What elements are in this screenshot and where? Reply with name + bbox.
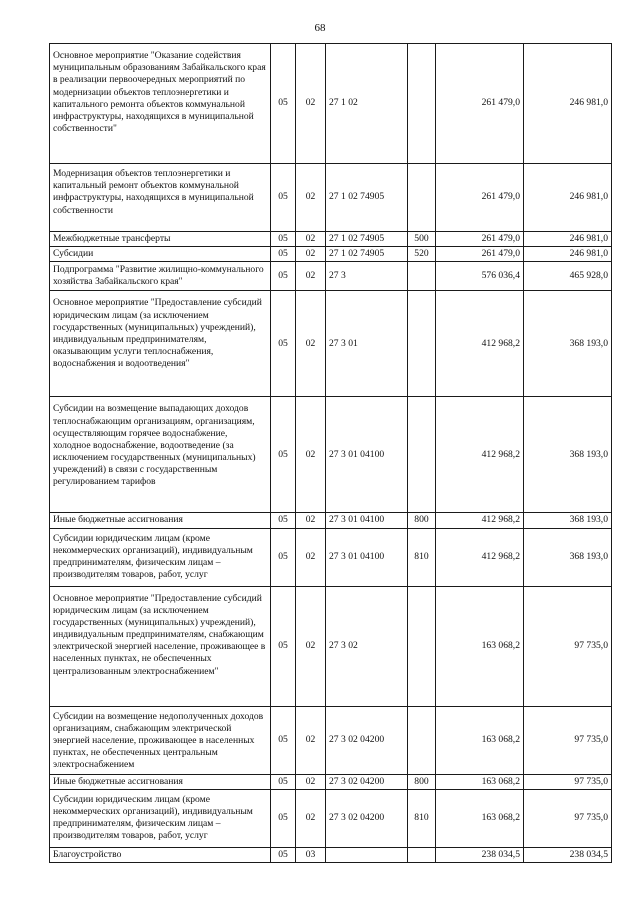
- row-section-code: 05: [271, 528, 296, 586]
- row-name: Субсидии юридическим лицам (кроме некоммерческих организаций), индивидуальным предпринимателям, физическим лицам – производителям товаров, работ, услуг: [50, 789, 271, 847]
- table-row: [50, 262, 612, 291]
- row-expense-type: 500: [408, 232, 436, 247]
- table-row: [50, 513, 612, 528]
- row-amount-2: 246 981,0: [524, 232, 612, 247]
- row-name: Иные бюджетные ассигнования: [50, 513, 271, 528]
- row-amount-1: 261 479,0: [436, 164, 524, 232]
- row-target-article: 27 1 02: [326, 44, 408, 164]
- row-name: Основное мероприятие "Предоставление субсидий юридическим лицам (за исключением государственных (муниципальных) учреждений), индивидуальным предпринимателям, оказывающим услуги теплоснабжения, водоснабжения и водоотведения": [50, 291, 271, 397]
- row-amount-2: 238 034,5: [524, 847, 612, 862]
- row-amount-2: 97 735,0: [524, 586, 612, 706]
- row-subsection-code: 02: [296, 232, 326, 247]
- row-name: Субсидии юридическим лицам (кроме некоммерческих организаций), индивидуальным предпринимателям, физическим лицам – производителям товаров, работ, услуг: [50, 528, 271, 586]
- row-target-article: [326, 847, 408, 862]
- row-expense-type: [408, 706, 436, 774]
- row-expense-type: 810: [408, 528, 436, 586]
- table-row: [50, 528, 612, 586]
- row-name: Подпрограмма "Развитие жилищно-коммунального хозяйства Забайкальского края": [50, 262, 271, 291]
- row-subsection-code: 03: [296, 847, 326, 862]
- table-row: [50, 247, 612, 262]
- row-subsection-code: 02: [296, 164, 326, 232]
- row-amount-1: 163 068,2: [436, 706, 524, 774]
- row-expense-type: [408, 847, 436, 862]
- row-expense-type: [408, 164, 436, 232]
- table-row: [50, 789, 612, 847]
- row-name: Благоустройство: [50, 847, 271, 862]
- row-section-code: 05: [271, 397, 296, 513]
- row-amount-1: 412 968,2: [436, 528, 524, 586]
- row-name: Основное мероприятие "Оказание содействия муниципальным образованиям Забайкальского края в реализации первоочередных мероприятий по модернизации объектов теплоэнергетики и капитального ремонта объектов коммунальной инфраструктуры, находящихся в муниципальной собственности": [50, 44, 271, 164]
- row-name: Субсидии: [50, 247, 271, 262]
- row-amount-1: 261 479,0: [436, 247, 524, 262]
- row-name: Субсидии на возмещение недополученных доходов организациям, снабжающим электрической энергией население, проживающее в населенных пунктах, не обеспеченных центральным электроснабжением: [50, 706, 271, 774]
- row-subsection-code: 02: [296, 397, 326, 513]
- row-target-article: 27 1 02 74905: [326, 247, 408, 262]
- row-section-code: 05: [271, 586, 296, 706]
- row-subsection-code: 02: [296, 513, 326, 528]
- row-name: Межбюджетные трансферты: [50, 232, 271, 247]
- row-target-article: 27 1 02 74905: [326, 232, 408, 247]
- row-amount-1: 576 036,4: [436, 262, 524, 291]
- table-row: [50, 44, 612, 164]
- row-section-code: 05: [271, 789, 296, 847]
- row-target-article: 27 3 01 04100: [326, 397, 408, 513]
- row-subsection-code: 02: [296, 44, 326, 164]
- row-amount-1: 238 034,5: [436, 847, 524, 862]
- row-section-code: 05: [271, 513, 296, 528]
- table-row: [50, 774, 612, 789]
- table-row: [50, 291, 612, 397]
- row-subsection-code: 02: [296, 586, 326, 706]
- row-amount-1: 163 068,2: [436, 789, 524, 847]
- row-target-article: 27 3 01 04100: [326, 513, 408, 528]
- row-amount-1: 261 479,0: [436, 44, 524, 164]
- page-number: 68: [314, 22, 326, 34]
- row-expense-type: 800: [408, 513, 436, 528]
- row-amount-2: 368 193,0: [524, 291, 612, 397]
- row-expense-type: 800: [408, 774, 436, 789]
- row-target-article: 27 3 02 04200: [326, 774, 408, 789]
- row-section-code: 05: [271, 847, 296, 862]
- row-expense-type: [408, 397, 436, 513]
- table-row: [50, 232, 612, 247]
- row-name: Основное мероприятие "Предоставление субсидий юридическим лицам (за исключением государственных (муниципальных) учреждений), индивидуальным предпринимателям, снабжающим электрической энергией население, проживающее в населенных пунктах, не обеспеченных централизованным электроснабжением": [50, 586, 271, 706]
- row-subsection-code: 02: [296, 247, 326, 262]
- row-target-article: 27 3 02 04200: [326, 789, 408, 847]
- row-amount-2: 368 193,0: [524, 397, 612, 513]
- row-section-code: 05: [271, 706, 296, 774]
- row-amount-2: 246 981,0: [524, 164, 612, 232]
- table-row: [50, 586, 612, 706]
- row-amount-1: 163 068,2: [436, 586, 524, 706]
- row-section-code: 05: [271, 164, 296, 232]
- row-amount-1: 163 068,2: [436, 774, 524, 789]
- table-row: [50, 164, 612, 232]
- row-section-code: 05: [271, 232, 296, 247]
- row-subsection-code: 02: [296, 706, 326, 774]
- row-section-code: 05: [271, 262, 296, 291]
- row-section-code: 05: [271, 291, 296, 397]
- row-amount-1: 412 968,2: [436, 291, 524, 397]
- row-target-article: 27 3 01 04100: [326, 528, 408, 586]
- row-amount-1: 261 479,0: [436, 232, 524, 247]
- row-target-article: 27 3: [326, 262, 408, 291]
- row-target-article: 27 3 02 04200: [326, 706, 408, 774]
- row-subsection-code: 02: [296, 774, 326, 789]
- row-subsection-code: 02: [296, 291, 326, 397]
- row-expense-type: 810: [408, 789, 436, 847]
- row-amount-1: 412 968,2: [436, 397, 524, 513]
- row-amount-2: 97 735,0: [524, 789, 612, 847]
- table-row: [50, 706, 612, 774]
- row-amount-2: 246 981,0: [524, 44, 612, 164]
- row-section-code: 05: [271, 247, 296, 262]
- row-section-code: 05: [271, 44, 296, 164]
- row-amount-2: 368 193,0: [524, 528, 612, 586]
- row-expense-type: 520: [408, 247, 436, 262]
- row-amount-2: 465 928,0: [524, 262, 612, 291]
- row-expense-type: [408, 291, 436, 397]
- row-subsection-code: 02: [296, 789, 326, 847]
- row-amount-1: 412 968,2: [436, 513, 524, 528]
- row-subsection-code: 02: [296, 262, 326, 291]
- row-amount-2: 97 735,0: [524, 706, 612, 774]
- row-expense-type: [408, 262, 436, 291]
- row-expense-type: [408, 44, 436, 164]
- table-row: [50, 397, 612, 513]
- table-row: [50, 847, 612, 862]
- row-target-article: 27 3 01: [326, 291, 408, 397]
- row-amount-2: 368 193,0: [524, 513, 612, 528]
- row-section-code: 05: [271, 774, 296, 789]
- row-target-article: 27 1 02 74905: [326, 164, 408, 232]
- budget-table: [49, 43, 612, 863]
- row-expense-type: [408, 586, 436, 706]
- row-name: Модернизация объектов теплоэнергетики и капитальный ремонт объектов коммунальной инфраструктуры, находящихся в муниципальной собственности: [50, 164, 271, 232]
- row-subsection-code: 02: [296, 528, 326, 586]
- row-name: Иные бюджетные ассигнования: [50, 774, 271, 789]
- row-amount-2: 246 981,0: [524, 247, 612, 262]
- row-name: Субсидии на возмещение выпадающих доходов теплоснабжающим организациям, организациям, осуществляющим горячее водоснабжение, холодное водоснабжение, водоотведение (за исключением государственных (муниципальных) учреждений) в связи с государственным регулированием тарифов: [50, 397, 271, 513]
- row-amount-2: 97 735,0: [524, 774, 612, 789]
- row-target-article: 27 3 02: [326, 586, 408, 706]
